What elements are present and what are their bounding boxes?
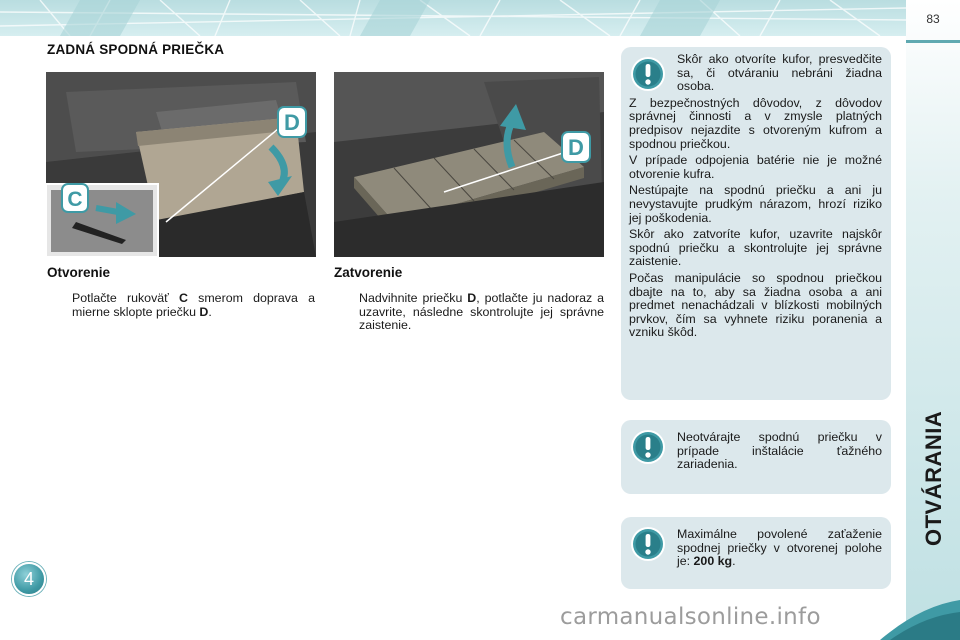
sidebar-divider: [906, 40, 960, 43]
callout-d-left: D: [284, 110, 300, 135]
opening-instruction-text: Potlačte rukoväť C smerom doprava a mierne sklopte priečku D.: [72, 291, 315, 319]
exclamation-circle-icon: [630, 56, 666, 92]
warning-paragraph: V prípade odpojenia batérie nie je možné otvorenie kufra.: [629, 153, 882, 181]
warning-paragraph: Počas manipulácie so spodnou priečkou dbajte na to, aby sa žiadna osoba a ani predmet nenachádzali v blízkosti mobilných prvkov, čím sa vyhnete riziku poranenia a vzniku škôd.: [629, 270, 882, 340]
top-banner: [0, 0, 906, 36]
section-title: ZADNÁ SPODNÁ PRIEČKA: [47, 42, 225, 57]
watermark: carmanualsonline.info: [560, 604, 821, 630]
closing-instruction: [334, 292, 604, 333]
callout-d-right: D: [568, 135, 584, 160]
warning-paragraph: Skôr ako zatvoríte kufor, uzavrite najskôr spodnú priečku a skontrolujte jej správne zaistenie.: [629, 227, 882, 269]
warning-box-towbar: [621, 420, 891, 494]
warning-box-safety: [621, 47, 891, 400]
warning-paragraph: Z bezpečnostných dôvodov, z dôvodov správnej činnosti a v zmysle platných predpisov nejazdite s otvoreným kufrom a spodnou priečkou.: [629, 95, 882, 151]
handle-label: C: [179, 291, 188, 305]
partition-label: D: [199, 304, 209, 319]
partition-label: D: [467, 291, 477, 305]
callout-c: C: [67, 188, 83, 211]
opening-instruction: [47, 292, 315, 319]
page-number: 83: [926, 12, 940, 26]
opening-heading: Otvorenie: [47, 265, 111, 280]
max-load-value: 200 kg: [693, 554, 733, 569]
chapter-label-text: OTVÁRANIA: [921, 410, 946, 546]
closing-heading: Zatvorenie: [334, 265, 403, 280]
photo-closing: [334, 72, 604, 257]
photo-opening: [46, 72, 316, 257]
closing-instruction-text: Nadvihnite priečku D, potlačte ju nadoraz a uzavrite, následne skontrolujte jej správne zaistenie.: [359, 291, 604, 333]
sidebar-wave-decoration: [880, 596, 960, 640]
exclamation-circle-icon: [630, 429, 666, 465]
chapter-number-badge: 4: [12, 562, 46, 596]
warning-paragraph: Nestúpajte na spodnú priečku a ani ju nevystavujte prudkým nárazom, hrozí riziko jej poškodenia.: [629, 183, 882, 225]
warning-lead: Skôr ako otvoríte kufor, presvedčite sa, či otváraniu nebráni žiadna osoba.: [677, 52, 882, 94]
exclamation-circle-icon: [630, 526, 666, 562]
warning-lead: Maximálne povolené zaťaženie spodnej priečky v otvorenej polohe je: 200 kg.: [677, 527, 882, 569]
warning-box-load: [621, 517, 891, 589]
chapter-label: [908, 380, 958, 550]
chapter-sidebar: [906, 0, 960, 640]
warning-lead: Neotvárajte spodnú priečku v prípade inštalácie ťažného zariadenia.: [677, 430, 882, 472]
